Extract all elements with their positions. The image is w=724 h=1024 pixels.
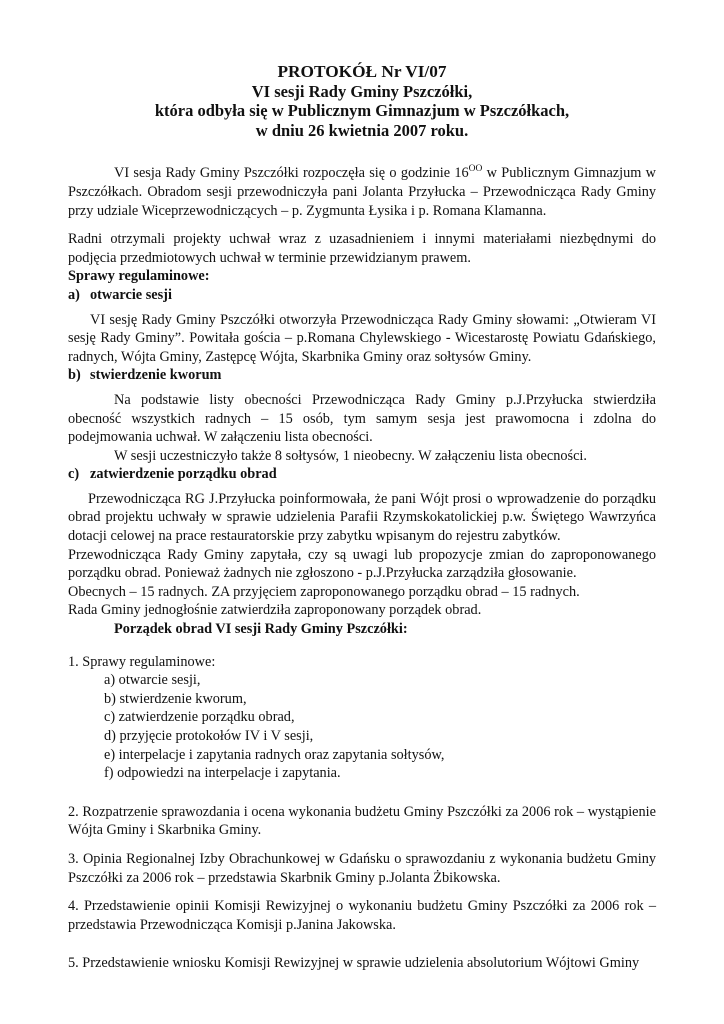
agenda-item-3: 3. Opinia Regionalnej Izby Obrachunkowej w Gdańsku o sprawozdaniu z wykonania budżetu Gminy Pszczółki za 2006 rok – przedstawia Skarbnik Gminy p.Jolanta Żbikowska. (68, 850, 656, 886)
subsection-text-c2: Przewodnicząca Rady Gminy zapytała, czy są uwagi lub propozycje zmian do zaproponowanego porządku obrad. Ponieważ żadnych nie zgłoszono - p.J.Przyłucka zarządziła głosowanie. (68, 546, 656, 582)
section-heading-sprawy: Sprawy regulaminowe: (68, 268, 210, 285)
subsection-marker-c: c) (68, 466, 80, 483)
agenda-subitem: e) interpelacje i zapytania radnych oraz zapytania sołtysów, (104, 746, 445, 763)
agenda-subitem: d) przyjęcie protokołów IV i V sesji, (104, 728, 314, 744)
agenda-subitem: a) otwarcie sesji, (104, 672, 201, 689)
subsection-text-c3: Obecnych – 15 radnych. ZA przyjęciem zaproponowanego porządku obrad – 15 radnych. (68, 583, 580, 600)
document-subtitle-session: VI sesji Rady Gminy Pszczółki, (251, 81, 473, 101)
agenda-item-5: 5. Przedstawienie wniosku Komisji Rewizyjnej w sprawie udzielenia absolutorium Wójtowi Gminy (68, 955, 640, 972)
agenda-item-4: 4. Przedstawienie opinii Komisji Rewizyjnej o wykonaniu budżetu Gminy Pszczółki za 2006 rok – przedstawia Przewodnicząca Komisji p.Janina Jakowska. (68, 898, 656, 933)
subsection-heading-a (68, 286, 656, 305)
subsection-heading-c (68, 465, 656, 484)
subsection-text-b1: Na podstawie listy obecności Przewodnicząca Rady Gminy p.J.Przyłucka stwierdziła obecność wszystkich radnych – 15 osób, tym samym sesja jest prawomocna i zdolna do podejmowania uchwał. W załączeniu lista obecności. (68, 391, 656, 446)
agenda-subitem: f) odpowiedzi na interpelacje i zapytania. (104, 765, 341, 782)
agenda-sublist (68, 671, 656, 783)
subsection-text-a: VI sesję Rady Gminy Pszczółki otworzyła Przewodnicząca Rady Gminy słowami: „Otwieram VI sesję Rady Gminy”. Powitała gościa – p.Romana Chylewskiego - Wicestarostę Powiatu Gdańskiego, radnych, Wójta Gminy, Zastępcę Wójta, Skarbnika Gminy oraz sołtysów Gminy. (68, 311, 656, 365)
intro-text-end: w Publicznym Gimnazjum w Pszczółkach. Obradom sesji przewodniczyła pani Jolanta Przyłucka – Przewodnicząca Rady Gminy przy udziale Wiceprzewodniczących – p. Zygmunta Łysika i p. Romana Klamanna. (68, 165, 656, 219)
agenda-title: Porządek obrad VI sesji Rady Gminy Pszczółki: (114, 621, 408, 638)
document-subtitle-date: w dniu 26 kwietnia 2007 roku. (255, 120, 469, 140)
projects-paragraph: Radni otrzymali projekty uchwał wraz z uzasadnieniem i innymi materiałami niezbędnymi do podjęcia przedmiotowych uchwał w terminie przewidzianym prawem. (68, 231, 656, 266)
intro-time-superscript: OO (468, 164, 483, 175)
agenda-item-1: 1. Sprawy regulaminowe: (68, 653, 216, 670)
subsection-marker-a: a) (68, 286, 80, 303)
agenda-item-2: 2. Rozpatrzenie sprawozdania i ocena wykonania budżetu Gminy Pszczółki za 2006 rok – wystąpienie Wójta Gminy i Skarbnika Gminy. (68, 803, 656, 839)
document-page (68, 62, 656, 973)
agenda-subitem: b) stwierdzenie kworum, (104, 690, 247, 707)
subsection-text-b2: W sesji uczestniczyło także 8 sołtysów, 1 nieobecny. W załączeniu lista obecności. (114, 447, 587, 464)
intro-paragraph (68, 164, 656, 220)
agenda-subitem: c) zatwierdzenie porządku obrad, (104, 709, 295, 726)
subsection-text-c4: Rada Gminy jednogłośnie zatwierdziła zaproponowany porządek obrad. (68, 602, 482, 619)
subsection-title-b: stwierdzenie kworum (90, 367, 222, 384)
document-title: PROTOKÓŁ Nr VI/07 (277, 62, 447, 81)
subsection-heading-b (68, 366, 656, 385)
subsection-text-c1: Przewodnicząca RG J.Przyłucka poinformowała, że pani Wójt prosi o wprowadzenie do porządku obrad projektu uchwały w sprawie udzielenia Parafii Rzymskokatolickiej p.w. Świętego Wawrzyńca dotacji celowej na prace restauratorskie przy zabytku wpisanym do rejestru zabytków. (68, 490, 656, 545)
subsection-marker-b: b) (68, 367, 81, 384)
intro-text-start: VI sesja Rady Gminy Pszczółki rozpoczęła się o godzinie 16 (114, 165, 469, 182)
subsection-title-c: zatwierdzenie porządku obrad (90, 466, 277, 483)
document-subtitle-location: która odbyła się w Publicznym Gimnazjum w Pszczółkach, (154, 101, 570, 121)
document-header (68, 62, 656, 140)
subsection-title-a: otwarcie sesji (90, 286, 172, 303)
